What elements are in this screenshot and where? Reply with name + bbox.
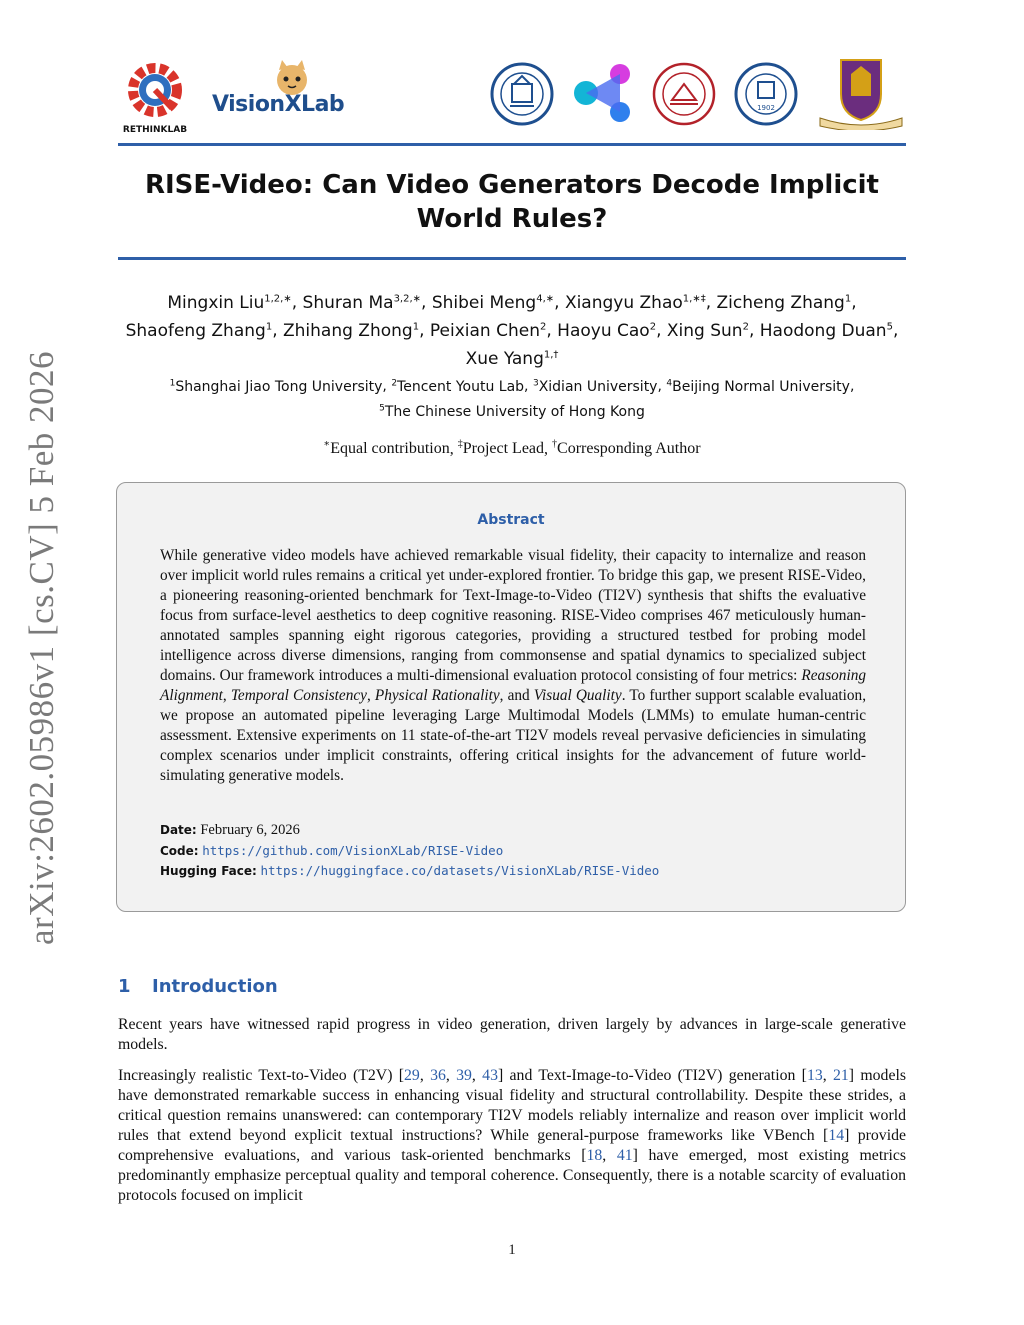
affiliation: [666, 379, 850, 395]
affiliation: [391, 379, 524, 395]
author-name: Haodong Duan: [759, 320, 887, 341]
author: [283, 321, 419, 341]
author-affil-mark: 2: [539, 321, 547, 333]
paper-title: RISE-Video: Can Video Generators Decode Implicit World Rules?: [144, 170, 879, 234]
author: [717, 293, 852, 313]
bnu-year: 1902: [757, 104, 775, 112]
metric-temporal-consistency: Temporal Consistency: [230, 687, 367, 704]
affiliation: [533, 379, 658, 395]
affiliation-name: Beijing Normal University: [672, 378, 850, 395]
note-text: Project Lead: [462, 440, 545, 458]
arxiv-stamp: arXiv:2602.05986v1 [cs.CV] 5 Feb 2026: [22, 350, 61, 945]
author-list: Mingxin Liu$^{1,2,∗}$, Shuran $Ma^{3,2,∗}$, Shibei Meng$^{4,∗}$, Xiangyu Zhao$^{1,∗\ddagger}$, Zicheng Zhang$^1$, Shaofeng Zhang$^1$, Zhihang Zhong$^1$, Peixian Chen$^2$, Haoyu Cao$^2$, Xing Sun$^2$, Haodong Duan$^5$, Xue Yang$^{1,\dagger}$: [125, 292, 899, 369]
visionxlab-wordmark: VisionXLab: [212, 92, 345, 117]
author-affil-mark: 3,2,∗: [393, 293, 422, 304]
logo-row: [118, 52, 908, 135]
author-name: Shaofeng Zhang: [125, 320, 266, 341]
author-affil-mark: 2: [742, 321, 749, 333]
author: [565, 293, 706, 313]
date-line: [160, 822, 300, 839]
code-label: Code:: [160, 844, 199, 858]
author: [432, 293, 554, 313]
affiliation-name: Xidian University: [538, 378, 658, 395]
bnu-seal-logo: [734, 62, 798, 131]
date-label: Date:: [160, 823, 197, 837]
rethinklab-logo: [122, 60, 188, 135]
intro-paragraph-1: Recent years have witnessed rapid progress in video generation, driven largely by advances in large-scale generative models.: [118, 1016, 906, 1053]
citation-link[interactable]: 21: [833, 1067, 849, 1084]
abstract-body: While generative video models have achieved remarkable visual fidelity, their capacity to internalize and reason over implicit world rules remains a critical yet under-explored frontier. To bridge this gap, we present RISE-Video, a pioneering reasoning-oriented benchmark for Text-Image-to-Video (TI2V) synthesis that shifts the evaluative focus from surface-level aesthetics to deep cognitive reasoning. RISE-Video comprises 467 meticulously human-annotated samples spanning eight rigorous categories, providing a structured testbed for probing model intelligence across diverse dimensions, ranging from commonsense and spatial dynamics to specialized subject domains. Our framework introduces a multi-dimensional evaluation protocol consisting of four metrics: Reasoning Alignment, Temporal Consistency, Physical Rationality, and Visual Quality. To further support scalable evaluation, we propose an automated pipeline leveraging Large Multimodal Models (LMMs) to emulate human-centric assessment. Extensive experiments on 11 state-of-the-art TI2V models reveal pervasive deficiencies in simulating complex scenarios under implicit constraints, offering critical insights for the advancement of future world-simulating generative models.: [160, 547, 867, 784]
citation-link[interactable]: 36: [430, 1067, 446, 1084]
abstract-text-before: While generative video models have achieved remarkable visual fidelity, their capacity to internalize and reason over implicit world rules remains a critical yet under-explored frontier. To bridge this gap, we present RISE-Video, a pioneering reasoning-oriented benchmark for Text-Image-to-Video (TI2V) synthesis that shifts the evaluative focus from surface-level aesthetics to deep cognitive reasoning. RISE-Video comprises 467 meticulously human-annotated samples spanning eight rigorous categories, providing a structured testbed for probing model intelligence across diverse dimensions, ranging from commonsense and spatial dynamics to specialized subject domains. Our framework introduces a multi-dimensional evaluation protocol consisting of four metrics:: [160, 547, 866, 684]
affiliation-mark: 2: [391, 378, 398, 388]
affiliation-mark: 5: [379, 403, 385, 414]
author-affil-mark: 4,∗: [536, 293, 555, 304]
section-heading-introduction: [118, 976, 278, 997]
author-affil-mark: 1,∗‡: [682, 293, 706, 304]
p2-text-c: models have demonstrated remarkable success in enhancing visual fidelity and structural controllability. Despite these strides, a critical question remains unanswered: can contemporary TI2V models reliably internalize and reason over implicit world rules that extend beyond explicit textual instructions? While general-purpose frameworks like VBench: [118, 1067, 906, 1144]
author-affil-mark: 1: [844, 293, 852, 304]
author-name: Xing Sun: [666, 320, 743, 341]
note-mark: ∗: [323, 439, 331, 450]
author-name: Zhihang Zhong: [283, 320, 413, 341]
author-name: Peixian Chen: [429, 320, 540, 341]
cuhk-crest-logo: [816, 56, 906, 135]
tencent-youtu-logo: [572, 60, 636, 131]
affiliation-mark: 3: [532, 378, 539, 388]
note-mark: ‡: [457, 439, 463, 450]
author: [667, 321, 749, 341]
and-word: and: [507, 687, 530, 704]
citation-group-4: 18, 41: [586, 1147, 633, 1164]
rethinklab-label: RETHINKLAB: [122, 125, 188, 135]
code-line: [160, 843, 503, 860]
contribution-notes: ∗Equal contribution, ‡Project Lead, †Corresponding Author: [323, 439, 701, 458]
cuhk-crest-icon: [816, 56, 906, 130]
visionxlab-logo: [212, 58, 348, 128]
p2-text-e: have emerged, most existing metrics predominantly emphasize perceptual quality and temporal coherence. Consequently, there is a notable scarcity of evaluation protocols focused on implicit: [118, 1147, 907, 1204]
sjtu-seal-logo: [490, 62, 554, 131]
author: [430, 321, 546, 341]
p2-text-b: and Text-Image-to-Video (TI2V) generation: [509, 1067, 796, 1084]
bnu-seal-icon: [734, 62, 798, 126]
author-affil-mark: 1,2,∗: [264, 293, 292, 304]
citation-link[interactable]: 39: [456, 1067, 472, 1084]
author-name: Xue Yang: [465, 348, 544, 369]
author-affil-mark: 1: [412, 321, 420, 333]
affiliation-name: Shanghai Jiao Tong University: [175, 378, 383, 395]
rethinklab-gear-icon: [122, 60, 188, 120]
citation-link[interactable]: 41: [616, 1147, 633, 1164]
author: [303, 293, 421, 313]
note-mark: †: [552, 439, 558, 450]
p2-text-d: provide comprehensive evaluations, and various task-oriented benchmarks: [118, 1127, 906, 1164]
p2-text-a: Increasingly realistic Text-to-Video (T2V): [118, 1067, 393, 1084]
author-name: Shuran Ma: [302, 292, 394, 313]
author: [126, 321, 273, 341]
author-name: Xiangyu Zhao: [564, 292, 683, 313]
xidian-seal-icon: [652, 62, 716, 126]
title-bottom-rule: [118, 257, 906, 260]
intro-paragraph-2: Increasingly realistic Text-to-Video (T2V) [29, 36, 39, 43] and Text-Image-to-Video (TI2V) generation [13, 21] models have demonstrated remarkable success in enhancing visual fidelity and structural controllability. Despite these strides, a critical question remains unanswered: can contemporary TI2V models reliably internalize and reason over implicit world rules that extend beyond explicit textual instructions? While general-purpose frameworks like VBench [14] provide comprehensive evaluations, and various task-oriented benchmarks [18, 41] have emerged, most existing metrics predominantly emphasize perceptual quality and temporal coherence. Consequently, there is a notable scarcity of evaluation protocols focused on implicit: [118, 1067, 907, 1204]
code-link[interactable]: https://github.com/VisionXLab/RISE-Video: [202, 843, 504, 858]
affiliation-name: The Chinese University of Hong Kong: [384, 404, 645, 421]
citation-group-2: 13, 21: [806, 1067, 849, 1084]
affiliation: [170, 379, 383, 395]
date-value: February 6, 2026: [200, 822, 300, 838]
author-name: Haoyu Cao: [557, 320, 650, 341]
note: [552, 440, 701, 457]
youtu-icon: [572, 60, 636, 126]
author-affil-mark: 2: [649, 321, 657, 333]
huggingface-label: Hugging Face:: [160, 864, 257, 878]
note: [458, 440, 544, 457]
citation-link[interactable]: 18: [586, 1147, 603, 1164]
abstract-text-after: To further support scalable evaluation, we propose an automated pipeline leveraging Large Multimodal Models (LMMs) to emulate human-centric assessment. Extensive experiments on 11 state-of-the-art TI2V models reveal pervasive deficiencies in simulating complex scenarios under implicit constraints, offering critical insights for the advancement of future world-simulating generative models.: [160, 687, 867, 784]
huggingface-line: [160, 863, 659, 880]
citation-link[interactable]: 43: [482, 1067, 498, 1084]
huggingface-link[interactable]: https://huggingface.co/datasets/VisionXLab/RISE-Video: [260, 863, 660, 878]
metric-reasoning-alignment: Reasoning Alignment: [160, 667, 866, 704]
author-affil-mark: 1: [265, 321, 273, 333]
affiliation: [379, 404, 645, 420]
affiliation-mark: 1: [169, 378, 176, 388]
metric-visual-quality: Visual Quality: [533, 687, 622, 704]
citation-link[interactable]: 29: [404, 1067, 420, 1084]
section-number: 1: [118, 976, 131, 997]
note-text: Equal contribution: [330, 440, 450, 458]
citation-link[interactable]: 14: [828, 1127, 845, 1144]
note-text: Corresponding Author: [557, 440, 701, 458]
author: [557, 321, 656, 341]
affiliation-mark: 4: [666, 378, 673, 388]
page-number: 1: [508, 1242, 516, 1258]
author: [760, 321, 893, 341]
affiliation-name: Tencent Youtu Lab: [397, 378, 525, 395]
author-affil-mark: 5: [886, 321, 893, 333]
sjtu-seal-icon: [490, 62, 554, 126]
author-name: Zicheng Zhang: [716, 292, 845, 313]
affiliation-list: $^1$Shanghai Jiao Tong University, $^2$Tencent Youtu Lab, $^3$Xidian University, $^4$Beijing Normal University, $^5$The Chinese University of Hong Kong: [169, 378, 855, 421]
author-affil-mark: 1,†: [543, 349, 559, 361]
section-title: Introduction: [152, 976, 278, 997]
title-top-rule: [118, 143, 906, 146]
citation-link[interactable]: 13: [806, 1067, 823, 1084]
citation-group-1: 29, 36, 39, 43: [404, 1067, 498, 1084]
abstract-heading: Abstract: [477, 512, 545, 528]
author-name: Shibei Meng: [431, 292, 537, 313]
metric-physical-rationality: Physical Rationality: [374, 687, 500, 704]
note: [323, 440, 449, 457]
author: [167, 293, 291, 313]
author-name: Mingxin Liu: [167, 292, 265, 313]
xidian-seal-logo: [652, 62, 716, 131]
author: [466, 349, 559, 369]
